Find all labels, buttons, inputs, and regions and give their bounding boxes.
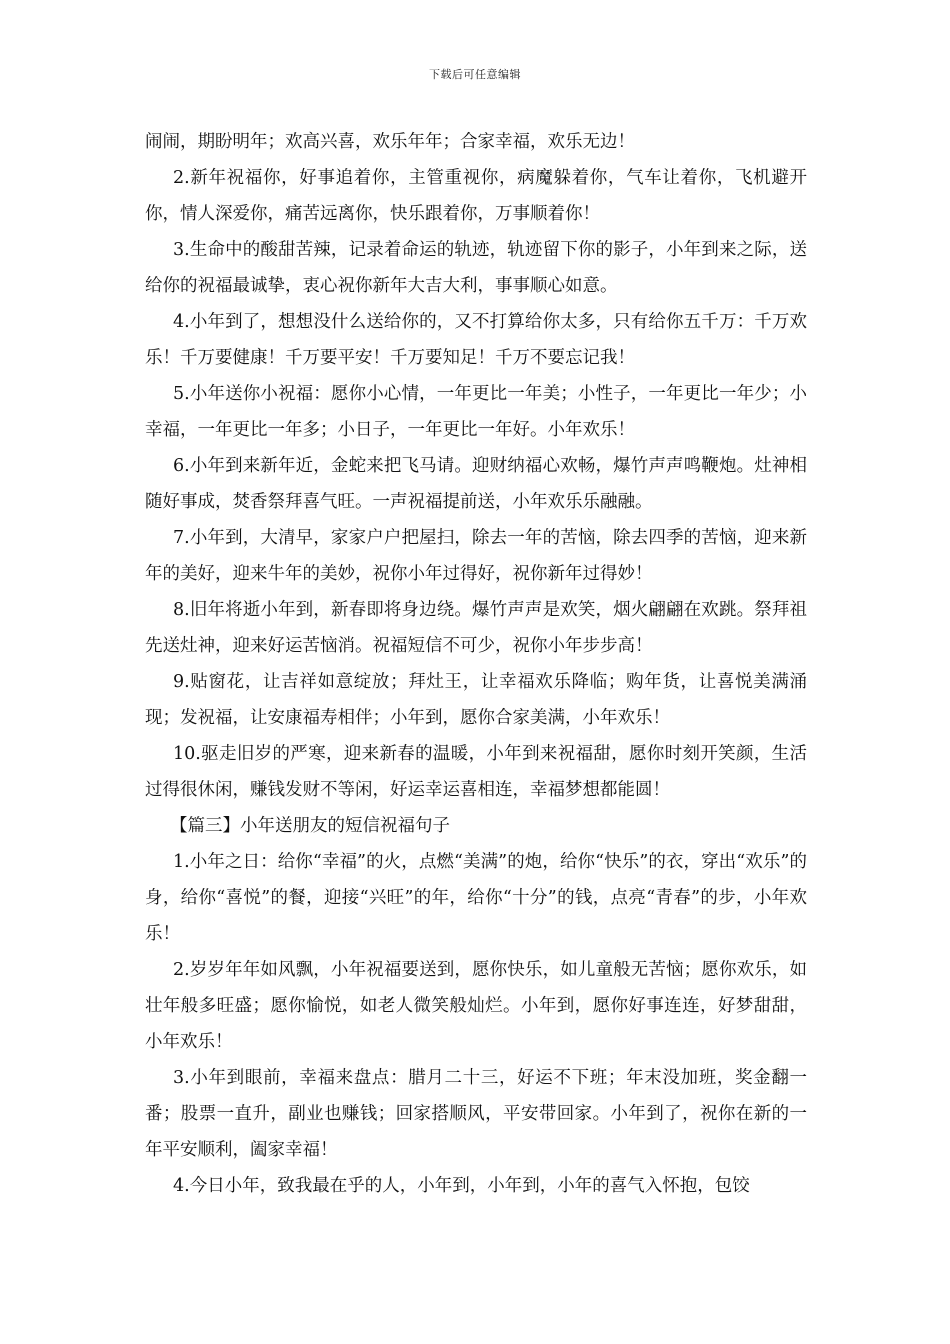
list-item: 1.小年之日：给你“幸福”的火，点燃“美满”的炮，给你“快乐”的衣，穿出“欢乐”的身，给你“喜悦”的餐，迎接“兴旺”的年，给你“十分”的钱，点亮“青春”的步，小年欢乐！ (145, 852, 807, 944)
section-heading: 【篇三】小年送朋友的短信祝福句子 (170, 816, 450, 836)
list-item: 9.贴窗花，让吉祥如意绽放；拜灶王，让幸福欢乐降临；购年货，让喜悦美满涌现；发祝福，让安康福寿相伴；小年到，愿你合家美满，小年欢乐！ (145, 672, 807, 728)
list-item: 4.小年到了，想想没什么送给你的，又不打算给你太多，只有给你五千万：千万欢乐！千万要健康！千万要平安！千万要知足！千万不要忘记我！ (145, 312, 807, 368)
list-item: 3.小年到眼前，幸福来盘点：腊月二十三，好运不下班；年末没加班，奖金翻一番；股票一直升，副业也赚钱；回家搭顺风，平安带回家。小年到了，祝你在新的一年平安顺利，阖家幸福！ (145, 1068, 807, 1160)
list-item: 2.岁岁年年如风飘，小年祝福要送到，愿你快乐，如儿童般无苦恼；愿你欢乐，如壮年般多旺盛；愿你愉悦，如老人微笑般灿烂。小年到，愿你好事连连，好梦甜甜，小年欢乐！ (145, 960, 807, 1052)
list-item: 8.旧年将逝小年到，新春即将身边绕。爆竹声声是欢笑，烟火翩翩在欢跳。祭拜祖先送灶神，迎来好运苦恼消。祝福短信不可少，祝你小年步步高！ (145, 600, 807, 656)
list-item: 3.生命中的酸甜苦辣，记录着命运的轨迹，轨迹留下你的影子，小年到来之际，送给你的祝福最诚挚，衷心祝你新年大吉大利，事事顺心如意。 (145, 240, 807, 296)
document-body (145, 124, 807, 1204)
list-item: 2.新年祝福你，好事追着你，主管重视你，病魔躲着你，气车让着你，飞机避开你，情人深爱你，痛苦远离你，快乐跟着你，万事顺着你！ (145, 168, 807, 224)
list-item: 10.驱走旧岁的严寒，迎来新春的温暖，小年到来祝福甜，愿你时刻开笑颜，生活过得很休闲，赚钱发财不等闲，好运幸运喜相连，幸福梦想都能圆！ (145, 744, 807, 800)
paragraph: 闹闹，期盼明年；欢高兴喜，欢乐年年；合家幸福，欢乐无边！ (145, 132, 635, 152)
page-header: 下载后可任意编辑 (429, 68, 521, 81)
list-item: 4.今日小年，致我最在乎的人，小年到，小年到，小年的喜气入怀抱，包饺 (173, 1176, 750, 1196)
list-item: 6.小年到来新年近，金蛇来把飞马请。迎财纳福心欢畅，爆竹声声鸣鞭炮。灶神相随好事成，焚香祭拜喜气旺。一声祝福提前送，小年欢乐乐融融。 (145, 456, 807, 512)
list-item: 7.小年到，大清早，家家户户把屋扫，除去一年的苦恼，除去四季的苦恼，迎来新年的美好，迎来牛年的美妙，祝你小年过得好，祝你新年过得妙！ (145, 528, 807, 584)
list-item: 5.小年送你小祝福：愿你小心情，一年更比一年美；小性子，一年更比一年少；小幸福，一年更比一年多；小日子，一年更比一年好。小年欢乐！ (145, 384, 807, 440)
